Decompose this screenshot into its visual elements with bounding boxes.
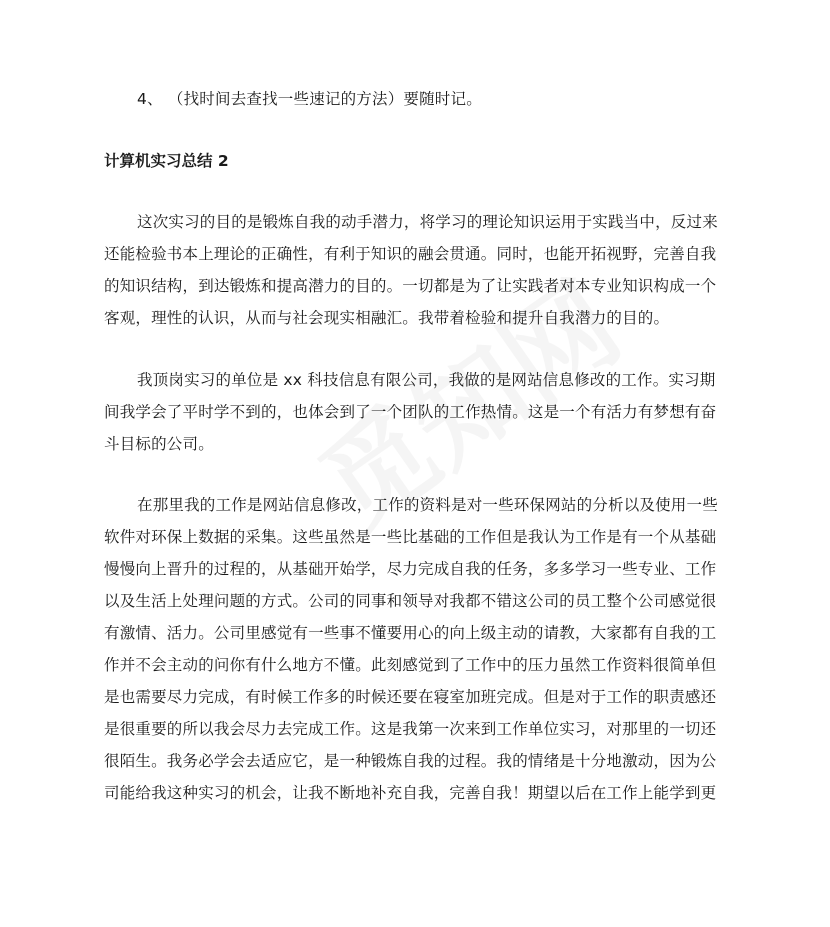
paragraph-3-line-10: 司能给我这种实习的机会，让我不断地补充自我，完善自我！期望以后在工作上能学到更	[104, 784, 717, 802]
paragraph-1-line-4: 客观，理性的认识，从而与社会现实相融汇。我带着检验和提升自我潜力的目的。	[104, 309, 670, 327]
paragraph-3-line-2: 软件对环保上数据的采集。这些虽然是一些比基础的工作但是我认为工作是有一个从基础	[104, 528, 717, 546]
paragraph-2-line-1: 我顶岗实习的单位是 xx 科技信息有限公司，我做的是网站信息修改的工作。实习期	[137, 371, 716, 389]
paragraph-1-line-1: 这次实习的目的是锻炼自我的动手潜力，将学习的理论知识运用于实践当中，反过来	[137, 213, 718, 231]
section-heading: 计算机实习总结 2	[104, 152, 229, 170]
paragraph-3-line-9: 很陌生。我务必学会去适应它，是一种锻炼自我的过程。我的情绪是十分地激动，因为公	[104, 752, 717, 770]
paragraph-3-line-3: 慢慢向上晋升的过程的，从基础开始学，尽力完成自我的任务，多多学习一些专业、工作	[104, 560, 717, 578]
paragraph-3-line-8: 是很重要的所以我会尽力去完成工作。这是我第一次来到工作单位实习，对那里的一切还	[104, 720, 717, 738]
paragraph-2-line-3: 斗目标的公司。	[104, 435, 214, 453]
paragraph-3-line-7: 是也需要尽力完成，有时候工作多的时候还要在寝室加班完成。但是对于工作的职责感还	[104, 688, 717, 706]
paragraph-3-line-1: 在那里我的工作是网站信息修改，工作的资料是对一些环保网站的分析以及使用一些	[137, 496, 718, 514]
paragraph-1-line-2: 还能检验书本上理论的正确性，有利于知识的融会贯通。同时，也能开拓视野，完善自我	[104, 245, 717, 263]
paragraph-2-line-2: 间我学会了平时学不到的，也体会到了一个团队的工作热情。这是一个有活力有梦想有奋	[104, 403, 717, 421]
list-item: 4、 （找时间去查找一些速记的方法）要随时记。	[137, 90, 482, 108]
paragraph-1-line-3: 的知识结构，到达锻炼和提高潜力的目的。一切都是为了让实践者对本专业知识构成一个	[104, 277, 717, 295]
paragraph-3-line-4: 以及生活上处理问题的方式。公司的同事和领导对我都不错这公司的员工整个公司感觉很	[104, 592, 717, 610]
paragraph-3-line-6: 作并不会主动的问你有什么地方不懂。此刻感觉到了工作中的压力虽然工作资料很简单但	[104, 656, 717, 674]
paragraph-3-line-5: 有激情、活力。公司里感觉有一些事不懂要用心的向上级主动的请教，大家都有自我的工	[104, 624, 717, 642]
